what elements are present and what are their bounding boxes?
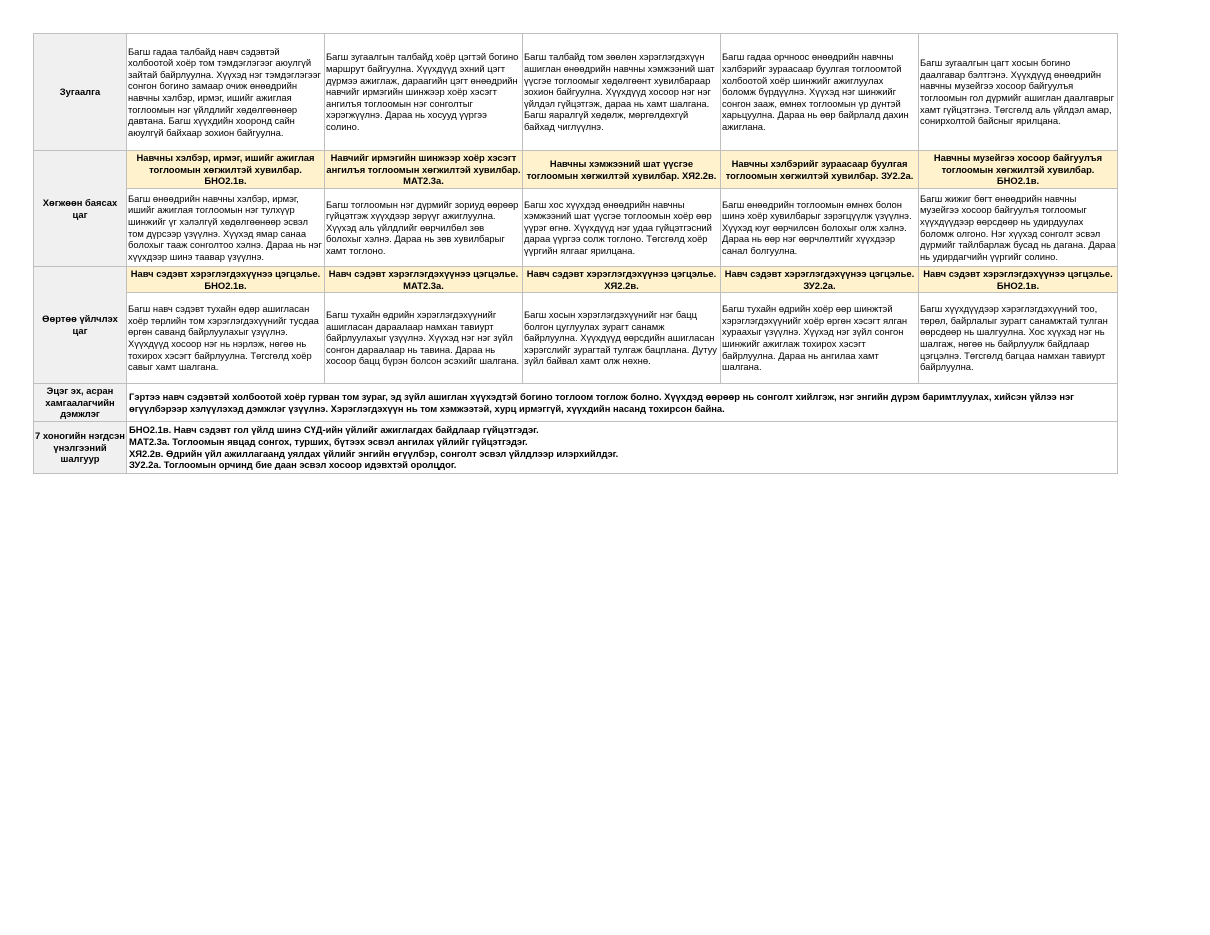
dev-game-cell-2: Багш тоглоомын нэг дүрмийг зориуд өөрөөр гүйцэтгэж хүүхдээр зөрүүг ажиглуулна. Хүүхэд аль үйлдлийг өөрчилбөл зөв болохыг хэлнэ. Дараа нь зөв хувилбарыг хамт тоглоно. [325,189,523,267]
dev-game-title-3: Навчны хэмжээний шат үүсгэе тоглоомын хөгжилтэй хувилбар. ХЯ2.2в. [523,151,721,189]
walk-cell-2: Багш зугаалгын талбайд хоёр цэгтэй богино маршрут байгуулна. Хүүхдүүд эхний цэгт дүрмээ ажиглаж, дараагийн цэгт өнөөдрийн навчийг ирмэгийн шинжээр хоёр хэсэгт ангилъя тоглоомын нэг сонголтыг хэрэгжүүлнэ. Дараа нь хосууд үүргээ солино. [325,34,523,151]
dev-game-title-1: Навчны хэлбэр, ирмэг, ишийг ажиглая тоглоомын хөгжилтэй хувилбар. БНО2.1в. [127,151,325,189]
independent-cell-4: Багш тухайн өдрийн хоёр өөр шинжтэй хэрэглэгдэхүүнийг хоёр өргөн хэсэгт ялган хураахыг үзүүлнэ. Хүүхэд нэг зүйл сонгон шинжийг ажиглаж тохирох хэсэгт байрлуулна. Дараа нь ангилаа хамт шалгана. [721,293,919,384]
independent-title-2: Навч сэдэвт хэрэглэгдэхүүнээ цэгцэлье. МАТ2.3а. [325,267,523,293]
dev-game-title-4: Навчны хэлбэрийг зураасаар буулгая тоглоомын хөгжилтэй хувилбар. ЗУ2.2а. [721,151,919,189]
dev-games-desc-row [34,189,1118,267]
independent-title-5: Навч сэдэвт хэрэглэгдэхүүнээ цэгцэлье. БНО2.1в. [919,267,1118,293]
parents-row-label: Эцэг эх, асран хамгаалагчийн дэмжлэг [34,384,127,422]
walk-cell-3: Багш талбайд том зөөлөн хэрэглэгдэхүүн ашиглан өнөөдрийн навчны хэмжээний шат үүсгэе тоглоомыг хөдөлгөөнт хувилбараар зохион байгуулна. Хүүхдүүд хосоор нэг нэг үйлдэл гүйцэтгэж, дараа нь хамт шалгана. Багш яаралгүй хөдөлж, мөргөлдөхгүй байхад чиглүүлнэ. [523,34,721,151]
independent-cell-2: Багш тухайн өдрийн хэрэглэгдэхүүнийг ашигласан дараалаар намхан тавиурт байрлуулахыг үзүүлнэ. Хүүхэд нэг нэг зүйл сонгон дараалаар нь тавина. Дараа нь хосоор бацц бүрэн болсон эсэхийг шалгана. [325,293,523,384]
dev-game-title-2: Навчийг ирмэгийн шинжээр хоёр хэсэгт ангилъя тоглоомын хөгжилтэй хувилбар. МАТ2.3а. [325,151,523,189]
dev-games-row-label: Хөгжөөн баясах цаг [34,151,127,267]
walk-cell-1: Багш гадаа талбайд навч сэдэвтэй холбоотой хоёр том тэмдэглэгээг аюулгүй зайтай байрлуулна. Хүүхэд нэг тэмдэглэгээг сонгон богино замаар очиж өнөөдрийн навчны хэлбэр, ирмэг, ишийг ажиглая тоглоомын нэг үйлдлийг хөдөлгөөнөөр давтана. Багш хүүхдийн хооронд сайн аюулгүй байхаар зохион байгуулна. [127,34,325,151]
criteria-item: МАТ2.3а. Тоглоомын явцад сонгох, турших, бүтээх эсвэл ангилах үйлийг гүйцэтгэдэг. [129,435,528,447]
dev-game-cell-4: Багш өнөөдрийн тоглоомын өмнөх болон шинэ хоёр хувилбарыг зэрэгцүүлж үзүүлнэ. Хүүхэд юуг өөрчилсөн болохыг олж хэлнэ. Дараа нь өөр нэг өөрчлөлтийг хүүхдээр санал болгуулна. [721,189,919,267]
independent-title-3: Навч сэдэвт хэрэглэгдэхүүнээ цэгцэлье. ХЯ2.2в. [523,267,721,293]
dev-game-cell-1: Багш өнөөдрийн навчны хэлбэр, ирмэг, ишийг ажиглая тоглоомын нэг тулхүүр шинжийг үг хэлэлгүй хөдөлгөөнөөр эсвэл том дүрсээр үзүүлнэ. Хүүхэд ямар санаа болохыг тааж сонголтоо хэлнэ. Дараа нь нэг хүүхдээр шинэ таавар үзүүлнэ. [127,189,325,267]
independent-title-row [34,267,1118,293]
criteria-list [127,422,1118,474]
walk-row-label: Зугаалга [34,34,127,151]
parents-support-text: Гэртээ навч сэдэвтэй холбоотой хоёр гурван том зураг, эд зүйл ашиглан хүүхэдтэй богино тоглоом тоглож болно. Хүүхдэд өөрөөр нь сонголт хийлгэж, нэг энгийн дүрэм баримтлуулах, хийсэн үйлээ нэг өгүүлбэрээр хэлүүлэхэд дэмжлэг үзүүлнэ. Хэрэглэгдэхүүн нь том хэмжээтэй, хурц ирмэггүй, хүүхдийн насанд тохирсон байна. [127,384,1118,422]
dev-game-cell-5: Багш жижиг бөгт өнөөдрийн навчны музейгээ хосоор байгуулъя тоглоомыг хүүхдүүдээр өөрсдөөр нь удирдуулах боломж олгоно. Нэг хүүхэд сонголт эсвэл дүрмийг тайлбарлаж бусад нь дагана. Дараа нь удирдагчийн үүргийг солино. [919,189,1118,267]
parents-row [34,384,1118,422]
walk-row [34,34,1118,151]
independent-title-4: Навч сэдэвт хэрэглэгдэхүүнээ цэгцэлье. ЗУ2.2а. [721,267,919,293]
walk-cell-4: Багш гадаа орчноос өнөөдрийн навчны хэлбэрийг зураасаар буулгая тоглоомтой холбоотой хоёр шинжийг ажиглуулах боломж бүрдүүлнэ. Хүүхэд нэг шинжийг сонгон зааж, өмнөх тоглоомын үр дүнтэй харьцуулна. Дараа нь өөр байрлалд дахин ажиглана. [721,34,919,151]
criteria-item: БНО2.1в. Навч сэдэвт гол үйлд шинэ СҮД-ийн үйлийг ажиглагдах байдлаар гүйцэтгэдэг. [129,424,539,436]
independent-cell-3: Багш хосын хэрэглэгдэхүүнийг нэг бацц болгон цуглуулах зурагт санамж байрлуулна. Хүүхдүүд өөрсдийн ашигласан хэрэгслийг зурагтай тулгаж бацплана. Дутуу зүйл байвал хамт олж нөхнө. [523,293,721,384]
criteria-item: ХЯ2.2в. Өдрийн үйл ажиллагаанд уялдах үйлийг энгийн өгүүлбэр, сонголт эсвэл үйлдлээр илэрхийлдэг. [129,447,619,459]
dev-game-title-5: Навчны музейгээ хосоор байгуулъя тоглоомын хөгжилтэй хувилбар. БНО2.1в. [919,151,1118,189]
independent-title-1: Навч сэдэвт хэрэглэгдэхүүнээ цэгцэлье. БНО2.1в. [127,267,325,293]
criteria-row [34,422,1118,474]
walk-cell-5: Багш зугаалгын цагт хосын богино даалгавар бэлтгэнэ. Хүүхдүүд өнөөдрийн навчны музейгээ хосоор байгуулъя тоглоомын гол дүрмийг ашиглан даалгаврыг хамт гүйцэтгэнэ. Төгсгөлд аль үйлдэл амар, сонирхолтой байсныг ярилцана. [919,34,1118,151]
weekly-plan-table [33,33,1118,474]
independent-cell-5: Багш хүүхдүүдээр хэрэглэгдэхүүний тоо, төрөл, байрлалыг зурагт санамжтай тулган өөрсдөөр нь шалгуулна. Хос хүүхэд нэг нь шалгаж, нөгөө нь байрлуулж байдлаар цэгцэлнэ. Төгсгөлд багцаа намхан тавиурт байрлуулна. [919,293,1118,384]
schedule-sheet [33,33,1118,474]
dev-games-title-row [34,151,1118,189]
independent-desc-row [34,293,1118,384]
criteria-row-label: 7 хоногийн нэгдсэн үнэлгээний шалгуур [34,422,127,474]
independent-cell-1: Багш навч сэдэвт тухайн өдөр ашигласан хоёр төрлийн том хэрэглэгдэхүүнийг тусдаа өргөн саванд байрлуулахыг үзүүлнэ. Хүүхдүүд хосоор нэг нь нэрлэж, нөгөө нь тохирох хэсэгт байрлуулна. Төгсгөлд хоёр савыг хамт шалгана. [127,293,325,384]
dev-game-cell-3: Багш хос хүүхдэд өнөөдрийн навчны хэмжээний шат үүсгэе тоглоомын хоёр өөр үүрэг өгнө. Хүүхдүүд нэг удаа гүйцэтгэсний дараа үүргээ солж тоглоно. Төгсгөлд хоёр үүргийн ялгааг ярилцана. [523,189,721,267]
criteria-item: ЗУ2.2а. Тоглоомын орчинд бие даан эсвэл хосоор идэвхтэй оролцдог. [129,459,457,471]
independent-row-label: Өөртөө үйлчлэх цаг [34,267,127,384]
